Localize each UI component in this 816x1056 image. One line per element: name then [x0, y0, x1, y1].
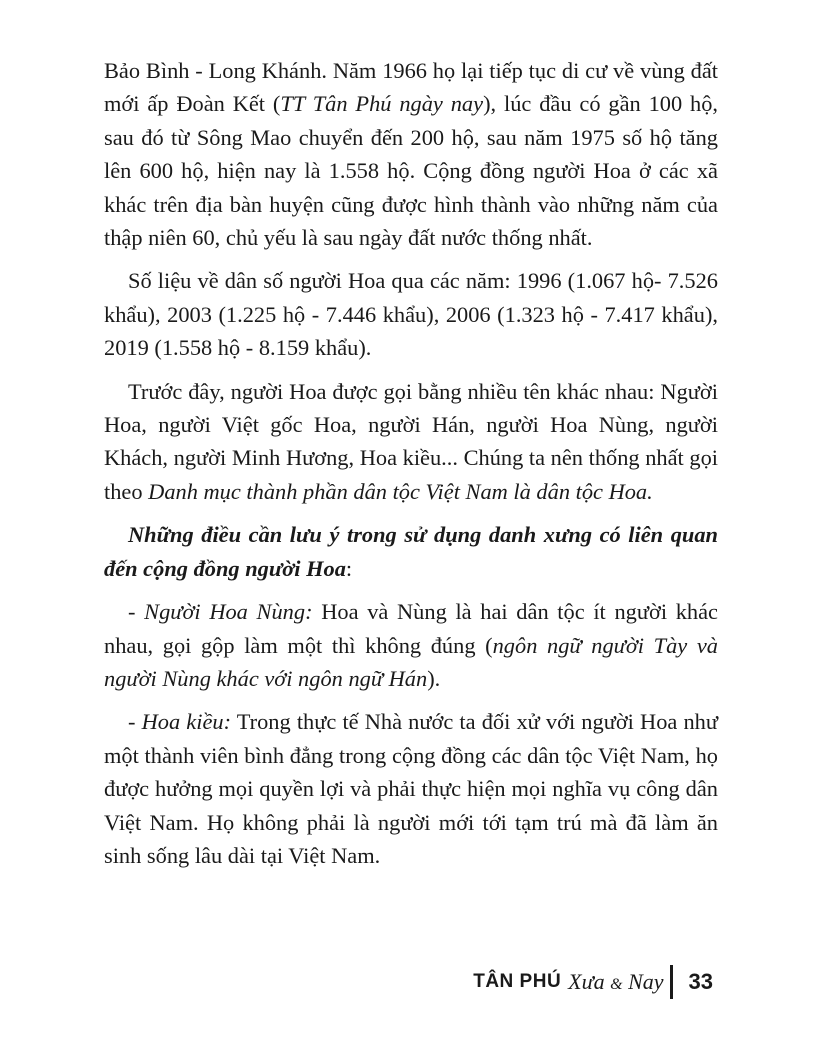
paragraph-text: Trước đây, người Hoa được gọi bằng nhiều tên khác nhau: Người Hoa, người Việt gốc Hoa, người Hán, người Hoa Nùng, người Khách, người Minh Hương, Hoa kiều... Chúng ta nên thống nhất gọi theo — [104, 378, 718, 504]
footer-brand-subtitle — [568, 969, 663, 995]
paragraph-text: Hoa và Nùng là hai dân tộc ít người khác nhau, gọi gộp làm một thì không đúng ( — [104, 599, 718, 658]
footer-brand-word: Xưa — [568, 969, 605, 994]
section-heading — [104, 518, 718, 585]
term-label: - Người Hoa Nùng: — [128, 599, 313, 625]
term-label: - Hoa kiều: — [128, 709, 232, 735]
footer-brand-ampersand: & — [610, 976, 623, 993]
paragraph-text: Bảo Bình - Long Khánh. Năm 1966 họ lại tiếp tục di cư về vùng đất mới ấp Đoàn Kết ( — [104, 58, 718, 117]
paragraph-hoa-nung — [104, 595, 718, 695]
paragraph-text: Trong thực tế Nhà nước ta đối xử với người Hoa như một thành viên bình đẳng trong cộng đồng các dân tộc Việt Nam, họ được hưởng mọi quyền lợi và phải thực hiện mọi nghĩa vụ công dân Việt Nam. Họ không phải là người mới tới tạm trú mà đã làm ăn sinh sống lâu dài tại Việt Nam. — [104, 709, 718, 868]
paragraph-population: Số liệu về dân số người Hoa qua các năm: 1996 (1.067 hộ- 7.526 khẩu), 2003 (1.225 hộ - 7.446 khẩu), 2006 (1.323 hộ - 7.417 khẩu), 2019 (1.558 hộ - 8.159 khẩu). — [104, 268, 718, 361]
paragraph-hoa-kieu — [104, 705, 718, 872]
italic-place-name: TT Tân Phú ngày nay — [280, 91, 484, 117]
italic-reference: Danh mục thành phần dân tộc Việt Nam là dân tộc Hoa. — [148, 478, 653, 504]
heading-text: Những điều cần lưu ý trong sử dụng danh xưng có liên quan đến cộng đồng người Hoa — [104, 522, 718, 581]
footer-brand-title: TÂN PHÚ — [473, 971, 562, 992]
page-number: 33 — [688, 969, 713, 994]
italic-note: ngôn ngữ người Tày và người Nùng khác với ngôn ngữ Hán — [104, 632, 718, 691]
footer-divider — [670, 965, 673, 999]
footer-brand-word: Nay — [628, 969, 664, 994]
paragraph-text: ), lúc đầu có gần 100 hộ, sau đó từ Sông Mao chuyển đến 200 hộ, sau năm 1975 số hộ tăng lên 600 hộ, hiện nay là 1.558 hộ. Cộng đồng người Hoa ở các xã khác trên địa bàn huyện cũng được hình thành vào những năm của thập niên 60, chủ yếu là sau ngày đất nước thống nhất. — [104, 91, 719, 251]
paragraph-text: ). — [427, 665, 441, 691]
page-body — [104, 54, 718, 872]
page-footer — [473, 960, 713, 1004]
heading-colon: : — [345, 555, 353, 581]
paragraph-names — [104, 375, 718, 509]
paragraph-migration — [104, 54, 718, 254]
